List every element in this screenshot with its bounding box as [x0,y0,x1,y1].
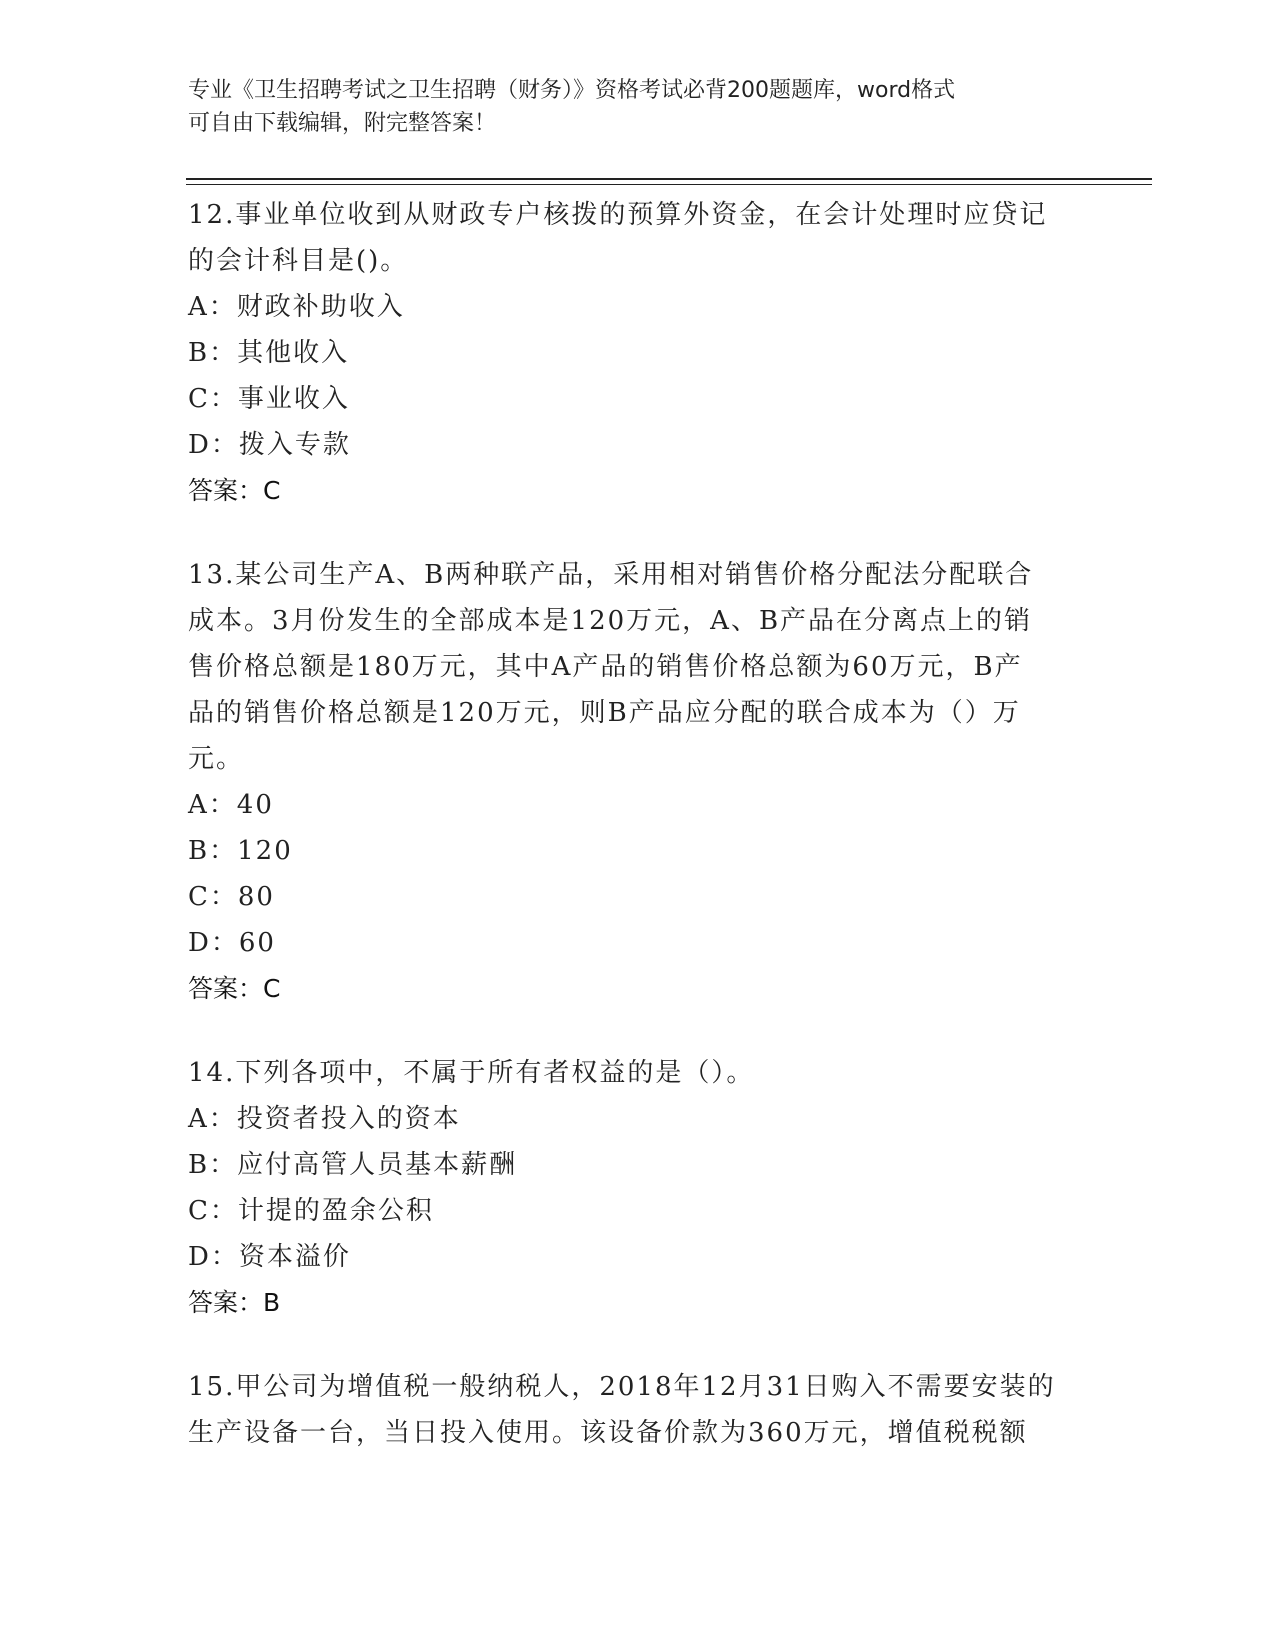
question-12 [188,192,1088,514]
question-14 [188,1050,1088,1326]
option-b: B：应付高管人员基本薪酬 [188,1150,518,1180]
option-b: B：120 [188,836,293,866]
option-a: A：40 [188,790,274,820]
question-stem-line: 生产设备一台，当日投入使用。该设备价款为360万元，增值税税额 [188,1418,1028,1448]
question-stem-line: 14.下列各项中，不属于所有者权益的是（）。 [188,1058,755,1088]
option-b: B：其他收入 [188,338,350,368]
question-stem-line: 售价格总额是180万元，其中A产品的销售价格总额为60万元，B产 [188,652,1023,682]
question-15 [188,1364,1088,1456]
question-13 [188,552,1088,1012]
answer-line: 答案：C [188,476,281,505]
header-divider-thick [186,178,1152,180]
document-header [188,74,1068,140]
option-c: C：计提的盈余公积 [188,1196,434,1226]
option-d: D：资本溢价 [188,1242,351,1272]
option-a: A：投资者投入的资本 [188,1104,461,1134]
question-stem-line: 13.某公司生产A、B两种联产品，采用相对销售价格分配法分配联合 [188,560,1034,590]
question-stem-line: 的会计科目是()。 [188,246,409,276]
option-c: C：80 [188,882,275,912]
header-line-1: 专业《卫生招聘考试之卫生招聘（财务）》资格考试必背200题题库，word格式 [188,78,956,103]
question-list [188,192,1088,1494]
header-line-2: 可自由下载编辑，附完整答案！ [188,111,497,136]
question-stem-line: 12.事业单位收到从财政专户核拨的预算外资金，在会计处理时应贷记 [188,200,1048,230]
answer-line: 答案：C [188,974,281,1003]
header-divider-thin [186,184,1152,185]
option-c: C：事业收入 [188,384,350,414]
answer-line: 答案：B [188,1288,281,1317]
option-d: D：拨入专款 [188,430,351,460]
question-stem-line: 元。 [188,744,245,774]
option-a: A：财政补助收入 [188,292,405,322]
question-stem-line: 15.甲公司为增值税一般纳税人，2018年12月31日购入不需要安装的 [188,1372,1056,1402]
option-d: D：60 [188,928,276,958]
question-stem-line: 品的销售价格总额是120万元，则B产品应分配的联合成本为（）万 [188,698,1021,728]
question-stem-line: 成本。3月份发生的全部成本是120万元，A、B产品在分离点上的销 [188,606,1033,636]
